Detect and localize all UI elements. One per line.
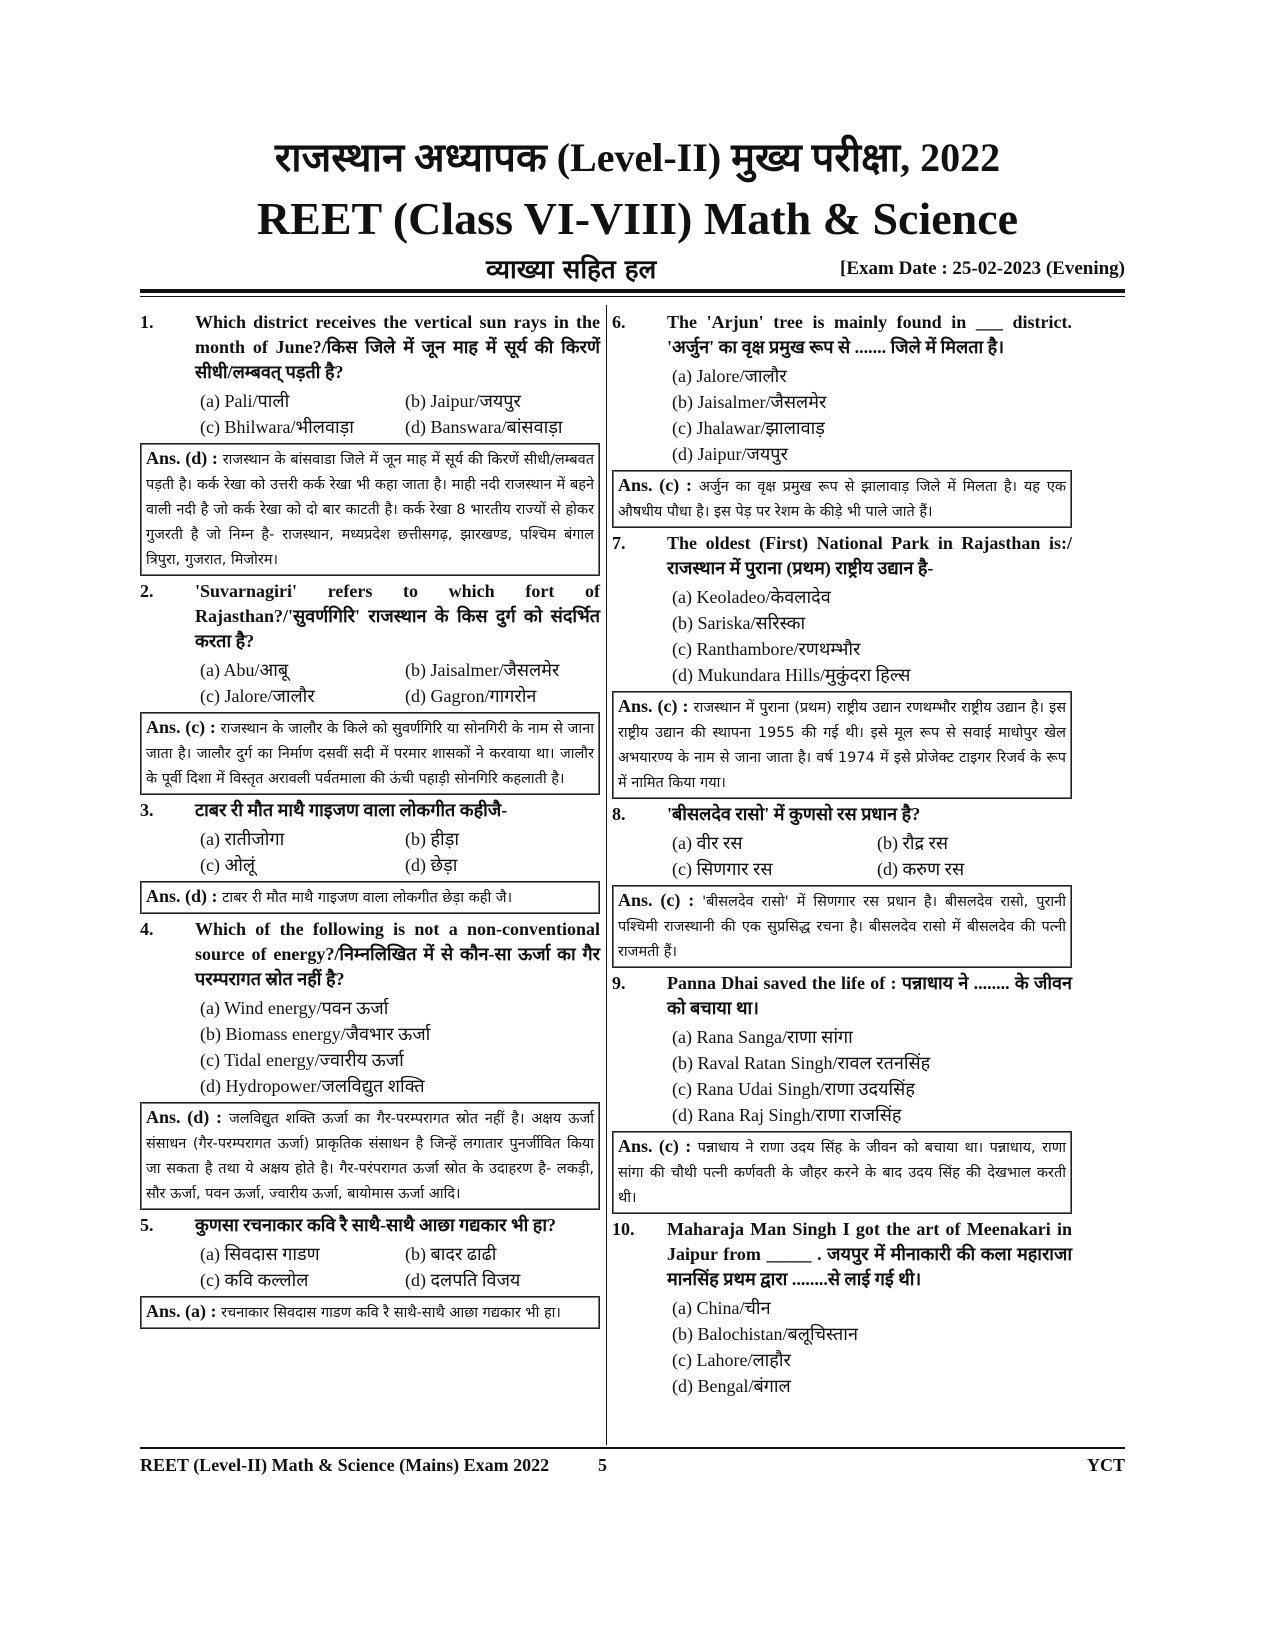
- question: [612, 802, 1072, 827]
- question-text: The 'Arjun' tree is mainly found in ___ district. 'अर्जुन' का वृक्ष प्रमुख रूप से ....... जिले में मिलता है।: [667, 312, 1072, 357]
- answer-label: Ans. (c) :: [618, 475, 692, 495]
- question-text: Panna Dhai saved the life of : पन्नाधाय ने ........ के जीवन को बचाया था।: [667, 973, 1072, 1018]
- option-item: (c) Rana Udai Singh/राणा उदयसिंह: [672, 1079, 915, 1099]
- option-item: (c) Bhilwara/भीलवाड़ा: [200, 417, 354, 437]
- answer-box: [140, 881, 600, 914]
- option-item: (c) Jalore/जालौर: [200, 686, 315, 706]
- option-item: (b) बादर ढाढी: [405, 1244, 497, 1264]
- option-item: (d) Mukundara Hills/मुकुंदरा हिल्स: [672, 665, 911, 685]
- option-item: (a) Wind energy/पवन ऊर्जा: [200, 998, 389, 1018]
- right-column: [612, 310, 1072, 1402]
- answer-explanation: अर्जुन का वृक्ष प्रमुख रूप से झालावाड़ जिले में मिलता है। यह एक औषधीय पौधा है। इस पेड़ पर रेशम के कीड़े भी पाले जाते हैं।: [618, 479, 1067, 520]
- question-number: 8.: [612, 804, 626, 824]
- option-item: (d) Banswara/बांसवाड़ा: [405, 417, 563, 437]
- answer-label: Ans. (d) :: [146, 886, 218, 906]
- option-item: (b) Raval Ratan Singh/रावल रतनसिंह: [672, 1053, 931, 1073]
- option-item: (a) China/चीन: [672, 1298, 771, 1318]
- answer-label: Ans. (c) :: [618, 696, 689, 716]
- option-item: (c) ओलूं: [200, 855, 256, 875]
- question: [140, 310, 600, 385]
- answer-box: [140, 1296, 600, 1329]
- question-text: 'बीसलदेव रासो' में कुणसो रस प्रधान है?: [667, 804, 921, 824]
- question-number: 7.: [612, 533, 626, 553]
- column-divider: [606, 305, 607, 1445]
- option-item: (d) Bengal/बंगाल: [672, 1376, 791, 1396]
- option-item: (a) Pali/पाली: [200, 391, 290, 411]
- option-item: (c) Ranthambore/रणथम्भौर: [672, 639, 861, 659]
- options-list: [140, 826, 600, 878]
- answer-label: Ans. (c) :: [618, 1136, 692, 1156]
- question: [612, 531, 1072, 581]
- option-item: (d) करुण रस: [877, 859, 965, 879]
- footer-exam-name: REET (Level-II) Math & Science (Mains) Exam 2022: [140, 1455, 550, 1475]
- answer-explanation: टाबर री मौत माथै गाइजण वाला लोकगीत छेड़ा कही जै।: [222, 890, 513, 906]
- option-item: (b) Jaisalmer/जैसलमेर: [405, 660, 560, 680]
- option-item: (a) रातीजोगा: [200, 829, 285, 849]
- answer-box: [612, 691, 1072, 799]
- option-item: (c) Jhalawar/झालावाड़: [672, 418, 825, 438]
- question-number: 1.: [140, 312, 154, 332]
- page-number: 5: [598, 1455, 607, 1475]
- footer-rule: [140, 1447, 1125, 1449]
- question-number: 6.: [612, 312, 626, 332]
- answer-box: [140, 1102, 600, 1210]
- answer-explanation: राजस्थान में पुराना (प्रथम) राष्ट्रीय उद्यान रणथम्भौर राष्ट्रीय उद्यान है। इस राष्ट्रीय उद्यान की स्थापना 1955 की गई थी। इसे मूल रूप से सवाई माधोपुर खेल अभयारण्य के नाम से जाना जाता है। वर्ष 1974 में इसे प्रोजेक्ट टाइगर रिजर्व के रूप में नामित किया गया।: [618, 700, 1066, 791]
- question: [140, 917, 600, 992]
- options-list: [140, 1241, 600, 1293]
- answer-box: [140, 443, 600, 576]
- title-english: REET (Class VI-VIII) Math & Science: [256, 193, 1019, 244]
- option-item: (c) सिणगार रस: [672, 859, 773, 879]
- question: [612, 971, 1072, 1021]
- answer-explanation: 'बीसलदेव रासो' में सिणगार रस प्रधान है। बीसलदेव रासो, पुरानी पश्चिमी राजस्थानी की एक सुप्रसिद्ध रचना है। बीसलदेव रासो में बीसलदेव की पत्नी राजमती हैं।: [618, 894, 1066, 960]
- option-item: (c) कवि कल्लोल: [200, 1270, 309, 1290]
- option-item: (c) Tidal energy/ज्वारीय ऊर्जा: [200, 1050, 404, 1070]
- question: [140, 579, 600, 654]
- option-item: (d) छेड़ा: [405, 855, 458, 875]
- answer-box: [612, 885, 1072, 968]
- option-item: (b) रौद्र रस: [877, 833, 949, 853]
- subtitle: व्याख्या सहित हल: [486, 255, 657, 285]
- question: [612, 1217, 1072, 1292]
- question: [140, 1213, 600, 1238]
- option-item: (b) Jaisalmer/जैसलमेर: [672, 392, 827, 412]
- question-text: Which district receives the vertical sun rays in the month of June?/किस जिले में जून माह में सूर्य की किरणें सीधी/लम्बवत् पड़ती है?: [195, 312, 600, 382]
- options-list: [612, 830, 1072, 882]
- option-item: (d) Hydropower/जलविद्युत शक्ति: [200, 1076, 425, 1096]
- option-item: (d) Jaipur/जयपुर: [672, 444, 788, 464]
- option-item: (a) Rana Sanga/राणा सांगा: [672, 1027, 853, 1047]
- question-number: 4.: [140, 919, 154, 939]
- option-item: (d) Gagron/गागरोन: [405, 686, 537, 706]
- option-item: (b) Biomass energy/जैवभार ऊर्जा: [200, 1024, 431, 1044]
- option-item: (b) हीड़ा: [405, 829, 460, 849]
- answer-explanation: राजस्थान के बांसवाडा जिले में जून माह में सूर्य की किरणें सीधी/लम्बवत पड़ती है। कर्क रेखा को उत्तरी कर्क रेखा भी कहा जाता है। माही नदी राजस्थान में बहने वाली नदी है जो कर्क रेखा को दो बार काटती है। कर्क रेखा 8 भारतीय राज्यों से होकर गुजरती है जो निम्न है- राजस्थान, मध्यप्रदेश छत्तीसगढ़, झारखण्ड, पश्चिम बंगाल त्रिपुरा, गुजरात, मिजोरम।: [146, 452, 595, 568]
- question-text: Which of the following is not a non-conventional source of energy?/निम्नलिखित में से कौन-सा ऊर्जा का गैर परम्परागत स्रोत नहीं है?: [195, 919, 600, 989]
- question-number: 2.: [140, 581, 154, 601]
- option-item: (b) Jaipur/जयपुर: [405, 391, 521, 411]
- answer-label: Ans. (c) :: [618, 890, 695, 910]
- answer-explanation: राजस्थान के जालौर के किले को सुवर्णगिरि या सोनगिरी के नाम से जाना जाता है। जालौर दुर्ग का निर्माण दसवीं सदी में परमार शासकों ने करवाया था। जालौर के पूर्वी दिशा में विस्तृत अरावली पर्वतमाला की ऊंची पहाड़ी सोनगिरि कहलाती है।: [146, 721, 594, 787]
- question-number: 5.: [140, 1215, 154, 1235]
- answer-explanation: रचनाकार सिवदास गाडण कवि रै साथै-साथै आछा गद्यकार भी हा।: [221, 1305, 561, 1321]
- footer-publisher: YCT: [1086, 1455, 1125, 1475]
- exam-date: [Exam Date : 25-02-2023 (Evening): [840, 258, 1125, 279]
- title-hindi: राजस्थान अध्यापक (Level-II) मुख्य परीक्षा, 2022: [274, 135, 1001, 180]
- option-item: (a) Abu/आबू: [200, 660, 289, 680]
- option-item: (c) Lahore/लाहौर: [672, 1350, 791, 1370]
- question-number: 3.: [140, 800, 154, 820]
- header-rule: [140, 289, 1125, 293]
- option-item: (a) सिवदास गाडण: [200, 1244, 320, 1264]
- option-item: (a) Jalore/जालौर: [672, 366, 787, 386]
- answer-label: Ans. (c) :: [146, 717, 216, 737]
- question-number: 10.: [612, 1219, 635, 1239]
- answer-explanation: जलविद्युत शक्ति ऊर्जा का गैर-परम्परागत स्रोत नहीं है। अक्षय ऊर्जा संसाधन (गैर-परम्परागत ऊर्जा) प्राकृतिक संसाधन है जिन्हें लगातार पुनर्जीवित किया जा सकता है तथा ये अक्षय होते है। गैर-परंपरागत ऊर्जा स्रोत के उदाहरण है- लकड़ी, सौर ऊर्जा, पवन ऊर्जा, ज्वारीय ऊर्जा, बायोमास ऊर्जा आदि।: [146, 1111, 594, 1202]
- answer-box: [612, 470, 1072, 528]
- question-text: 'Suvarnagiri' refers to which fort of Rajasthan?/'सुवर्णगिरि' राजस्थान के किस दुर्ग को संदर्भित करता है?: [195, 581, 600, 651]
- options-list: [140, 657, 600, 709]
- answer-label: Ans. (d) :: [146, 448, 218, 468]
- question: [140, 798, 600, 823]
- question-text: Maharaja Man Singh I got the art of Meenakari in Jaipur from _____ . जयपुर में मीनाकारी की कला महाराजा मानसिंह प्रथम द्वारा ........से लाई गई थी।: [667, 1219, 1072, 1289]
- option-item: (b) Sariska/सरिस्का: [672, 613, 806, 633]
- answer-label: Ans. (d) :: [146, 1107, 223, 1127]
- options-list: [612, 584, 1072, 688]
- option-item: (a) Keoladeo/केवलादेव: [672, 587, 831, 607]
- answer-explanation: पन्नाधाय ने राणा उदय सिंह के जीवन को बचाया था। पन्नाधाय, राणा सांगा की चौथी पत्नी कर्णवती के जौहर करने के बाद उदय सिंह की देखभाल करती थी।: [618, 1140, 1066, 1206]
- options-list: [140, 388, 600, 440]
- option-item: (d) दलपति विजय: [405, 1270, 521, 1290]
- options-list: [140, 995, 600, 1099]
- header-rule-thin: [140, 296, 1125, 297]
- question-text: कुणसा रचनाकार कवि रै साथै-साथै आछा गद्यकार भी हा?: [195, 1215, 557, 1235]
- question-text: टाबर री मौत माथै गाइजण वाला लोकगीत कहीजै-: [195, 800, 508, 820]
- question: [612, 310, 1072, 360]
- left-column: [140, 310, 600, 1332]
- question-text: The oldest (First) National Park in Rajasthan is:/राजस्थान में पुराना (प्रथम) राष्ट्रीय उद्यान है-: [667, 533, 1072, 578]
- answer-box: [140, 712, 600, 795]
- answer-label: Ans. (a) :: [146, 1301, 217, 1321]
- option-item: (d) Rana Raj Singh/राणा राजसिंह: [672, 1105, 902, 1125]
- options-list: [612, 363, 1072, 467]
- options-list: [612, 1024, 1072, 1128]
- options-list: [612, 1295, 1072, 1399]
- answer-box: [612, 1131, 1072, 1214]
- option-item: (b) Balochistan/बलूचिस्तान: [672, 1324, 858, 1344]
- question-number: 9.: [612, 973, 626, 993]
- option-item: (a) वीर रस: [672, 833, 743, 853]
